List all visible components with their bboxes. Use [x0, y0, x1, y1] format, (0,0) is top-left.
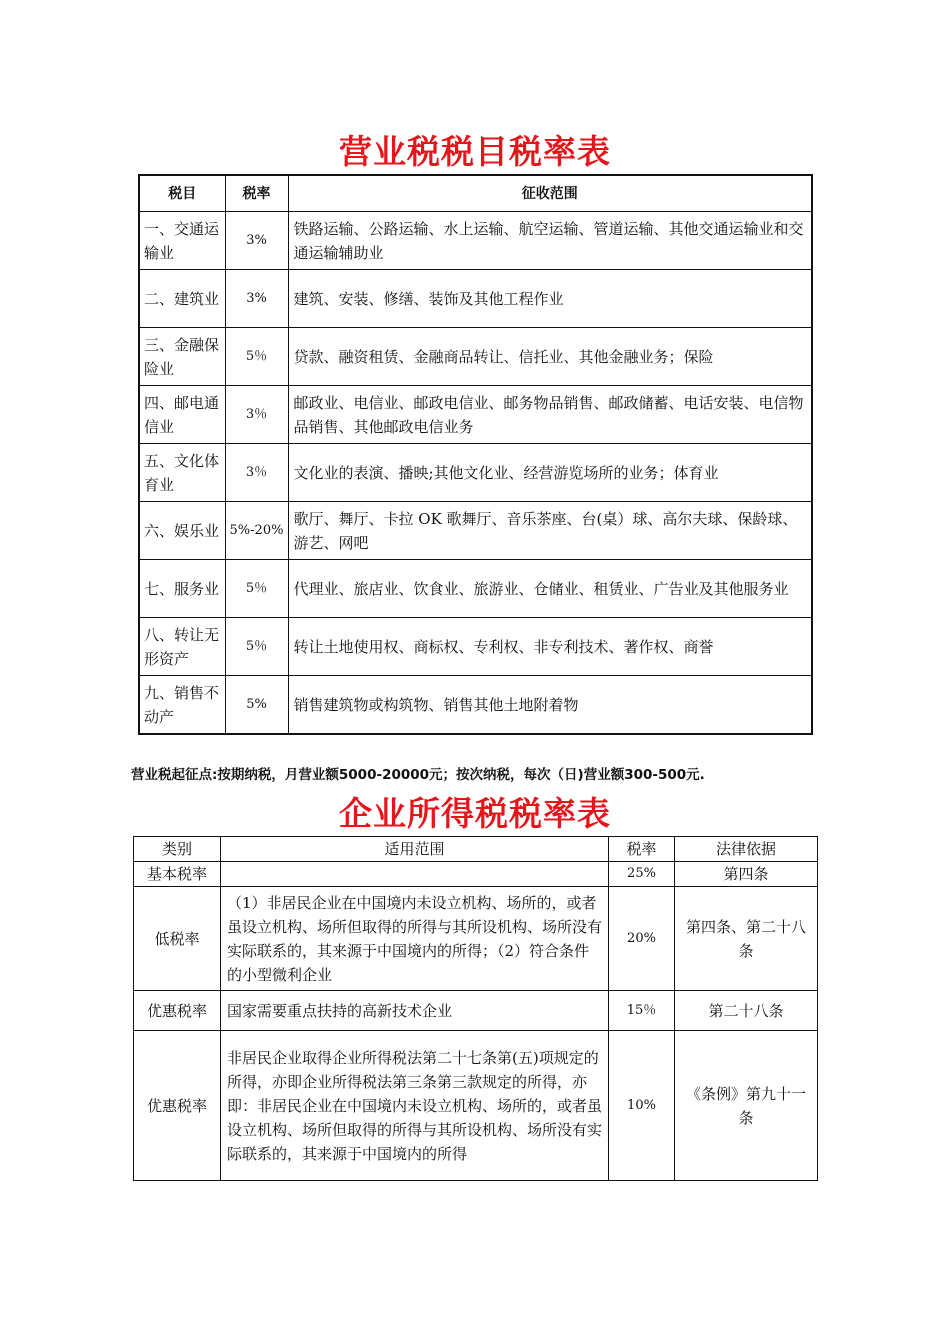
corporate-tax-table: [133, 836, 818, 1181]
tax-rate: 3%: [225, 212, 288, 270]
tax-item: 二、建筑业: [139, 270, 225, 328]
legal-basis: 《条例》第九十一条: [675, 1031, 818, 1181]
tax-item: 五、文化体育业: [139, 444, 225, 502]
business-tax-table: [138, 174, 813, 735]
tax-rate: 10%: [609, 1031, 675, 1181]
tax-category: 低税率: [134, 887, 221, 991]
header-category: 类别: [134, 837, 221, 862]
legal-basis: 第四条: [675, 862, 818, 887]
tax-rate: 25%: [609, 862, 675, 887]
tax-item: 六、娱乐业: [139, 502, 225, 560]
table-row: [139, 212, 812, 270]
tax-scope: 建筑、安装、修缮、装饰及其他工程作业: [288, 270, 812, 328]
tax-rate: 5％: [225, 560, 288, 618]
table-row: [139, 386, 812, 444]
table-row: [134, 1031, 818, 1181]
tax-rate: 3％: [225, 444, 288, 502]
threshold-note: 营业税起征点:按期纳税，月营业额5000-20000元；按次纳税，每次（日)营业额300-500元.: [131, 767, 705, 783]
header-scope: 征收范围: [288, 175, 812, 212]
tax-rate: 5%: [225, 676, 288, 735]
tax-scope: 非居民企业取得企业所得税法第二十七条第(五)项规定的所得，亦即企业所得税法第三条第三款规定的所得，亦即：非居民企业在中国境内未设立机构、场所的，或者虽设立机构、场所但取得的所得与其所设机构、场所没有实际联系的，其来源于中国境内的所得: [221, 1031, 609, 1181]
corporate-tax-title: 企业所得税税率表: [339, 794, 611, 833]
header-tax-rate: 税率: [225, 175, 288, 212]
legal-basis: 第二十八条: [675, 991, 818, 1031]
tax-item: 四、邮电通信业: [139, 386, 225, 444]
tax-category: 优惠税率: [134, 1031, 221, 1181]
tax-rate: 3%: [225, 270, 288, 328]
tax-scope: 代理业、旅店业、饮食业、旅游业、仓储业、租赁业、广告业及其他服务业: [288, 560, 812, 618]
table-row: [139, 328, 812, 386]
table-row: [134, 887, 818, 991]
tax-rate: 5％: [225, 618, 288, 676]
header-rate: 税率: [609, 837, 675, 862]
tax-scope: 歌厅、舞厅、卡拉 OK 歌舞厅、音乐茶座、台(桌）球、高尔夫球、保龄球、游艺、网吧: [288, 502, 812, 560]
tax-scope: （1）非居民企业在中国境内未设立机构、场所的，或者虽设立机构、场所但取得的所得与其所设机构、场所没有实际联系的，其来源于中国境内的所得；（2）符合条件的小型微利企业: [221, 887, 609, 991]
tax-rate: 3％: [225, 386, 288, 444]
tax-scope: 文化业的表演、播映;其他文化业、经营游览场所的业务；体育业: [288, 444, 812, 502]
tax-item: 八、转让无形资产: [139, 618, 225, 676]
tax-rate: 20%: [609, 887, 675, 991]
tax-scope: 转让土地使用权、商标权、专利权、非专利技术、著作权、商誉: [288, 618, 812, 676]
tax-scope: 邮政业、电信业、邮政电信业、邮务物品销售、邮政储蓄、电话安装、电信物品销售、其他邮政电信业务: [288, 386, 812, 444]
table-row: [139, 270, 812, 328]
table-row: [139, 560, 812, 618]
tax-item: 七、服务业: [139, 560, 225, 618]
table-header-row: [134, 837, 818, 862]
table-row: [134, 862, 818, 887]
header-tax-item: 税目: [139, 175, 225, 212]
tax-item: 一、交通运输业: [139, 212, 225, 270]
legal-basis: 第四条、第二十八条: [675, 887, 818, 991]
header-scope: 适用范围: [221, 837, 609, 862]
tax-scope: 国家需要重点扶持的高新技术企业: [221, 991, 609, 1031]
tax-scope: [221, 862, 609, 887]
tax-rate: 5％: [225, 328, 288, 386]
table-row: [139, 502, 812, 560]
tax-item: 九、销售不动产: [139, 676, 225, 735]
table-row: [139, 444, 812, 502]
tax-rate: 5%-20%: [225, 502, 288, 560]
tax-scope: 铁路运输、公路运输、水上运输、航空运输、管道运输、其他交通运输业和交通运输辅助业: [288, 212, 812, 270]
table-row: [134, 991, 818, 1031]
tax-scope: 销售建筑物或构筑物、销售其他土地附着物: [288, 676, 812, 735]
tax-scope: 贷款、融资租赁、金融商品转让、信托业、其他金融业务；保险: [288, 328, 812, 386]
table-row: [139, 618, 812, 676]
table-row: [139, 676, 812, 735]
tax-rate: 15％: [609, 991, 675, 1031]
tax-category: 基本税率: [134, 862, 221, 887]
header-legal-basis: 法律依据: [675, 837, 818, 862]
tax-item: 三、金融保险业: [139, 328, 225, 386]
business-tax-title: 营业税税目税率表: [339, 132, 611, 171]
tax-category: 优惠税率: [134, 991, 221, 1031]
table-header-row: [139, 175, 812, 212]
